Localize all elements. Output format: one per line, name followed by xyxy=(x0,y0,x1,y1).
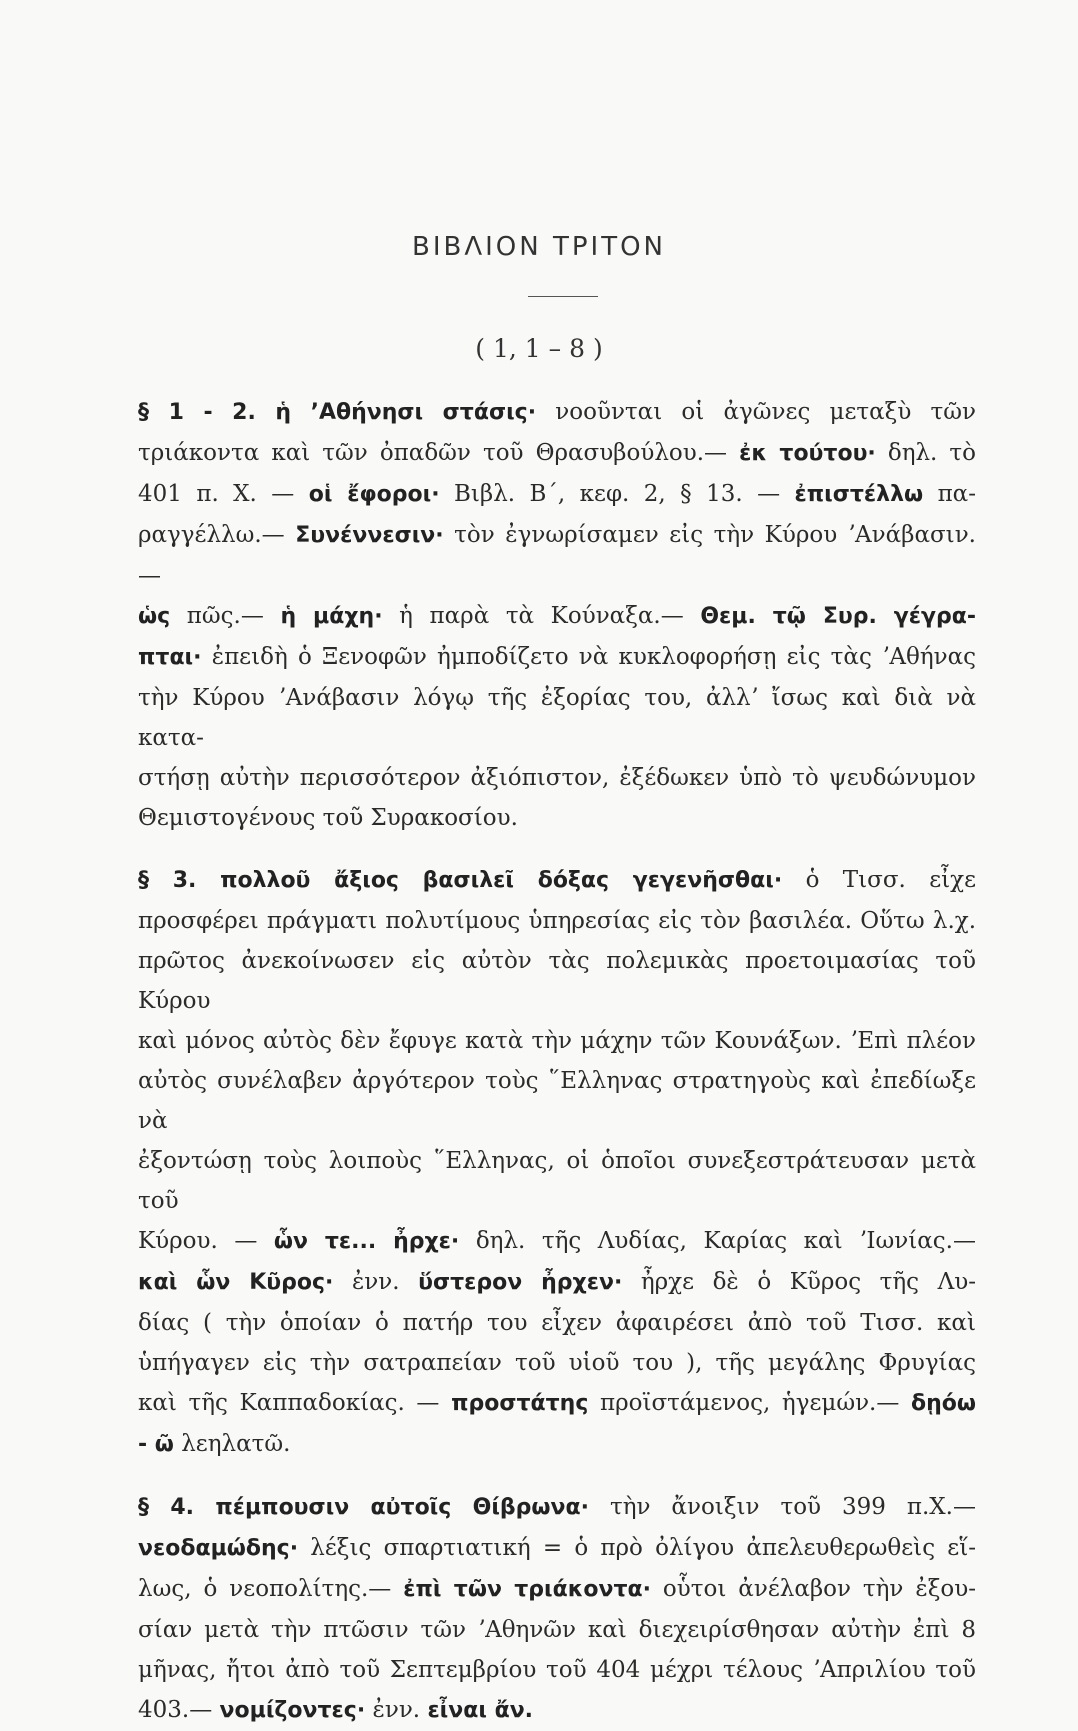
chapter-range: ( 1, 1 – 8 ) xyxy=(475,334,603,363)
text-line xyxy=(138,474,976,515)
gloss: ἐξοντώσῃ τοὺς λοιποὺς ῞Ελληνας, οἱ ὁποῖοι συνεξεστράτευσαν μετὰ τοῦ xyxy=(138,1148,976,1214)
text-line xyxy=(138,678,976,758)
lemma: - ῶ xyxy=(138,1432,174,1457)
gloss: λως, ὁ νεοπολίτης.— xyxy=(138,1576,404,1602)
lemma: προστάτης xyxy=(451,1391,589,1416)
commentary-paragraph xyxy=(138,1487,976,1731)
gloss: ἐνν. xyxy=(333,1269,419,1295)
gloss: πῶς.— xyxy=(170,603,281,629)
gloss: καὶ τῆς Καππαδοκίας. — xyxy=(138,1390,452,1416)
text-line xyxy=(138,860,976,901)
gloss: δίας ( τὴν ὁποίαν ὁ πατήρ του εἶχεν ἀφαιρέσει ἀπὸ τοῦ Τισσ. καὶ xyxy=(138,1310,976,1336)
text-line xyxy=(138,1343,976,1383)
gloss: Θεμιστογένους τοῦ Συρακοσίου. xyxy=(138,805,518,831)
text-line xyxy=(138,433,976,474)
gloss: τριάκοντα καὶ τῶν ὀπαδῶν τοῦ Θρασυβούλου.— xyxy=(138,440,740,466)
commentary-text xyxy=(138,392,976,1731)
lemma: πται· xyxy=(138,645,202,670)
lemma: εἶναι ἄν. xyxy=(427,1698,534,1723)
lemma: καὶ ὧν Κῦρος· xyxy=(138,1270,334,1295)
text-line xyxy=(138,1528,976,1569)
lemma: Συνέννεσιν· xyxy=(295,523,444,548)
gloss: πρῶτος ἀνεκοίνωσεν εἰς αὐτὸν τὰς πολεμικὰς προετοιμασίας τοῦ Κύρου xyxy=(138,948,976,1014)
text-line xyxy=(138,1690,976,1731)
text-line xyxy=(138,392,976,433)
lemma: οἱ ἔφοροι· xyxy=(308,482,440,507)
gloss: καὶ μόνος αὐτὸς δὲν ἔφυγε κατὰ τὴν μάχην τῶν Κουνάξων. ʼΕπὶ πλέον xyxy=(138,1028,976,1054)
gloss: ραγγέλλω.— xyxy=(138,522,296,548)
gloss: Κύρου. — xyxy=(138,1228,274,1254)
gloss: τὸν ἐγνωρίσαμεν εἰς τὴν Κύρου ʼΑνάβασιν.— xyxy=(138,522,976,589)
text-line xyxy=(138,1610,976,1650)
title-divider xyxy=(528,296,598,297)
text-line xyxy=(138,1221,976,1262)
gloss: ὁ Τισσ. εἶχε xyxy=(782,867,976,893)
text-line xyxy=(138,637,976,678)
gloss: ἐνν. xyxy=(365,1697,428,1723)
gloss: οὗτοι ἀνέλαβον τὴν ἐξου- xyxy=(650,1576,976,1602)
gloss: προϊστάμενος, ἡγεμών.— xyxy=(588,1390,911,1416)
text-line xyxy=(138,941,976,1021)
page-title: ΒΙΒΛΙΟΝ ΤΡΙΤΟΝ xyxy=(412,232,666,262)
lemma: δῃόω xyxy=(910,1391,976,1416)
text-line xyxy=(138,1021,976,1061)
gloss: 401 π. Χ. — xyxy=(138,481,309,507)
gloss: τὴν ἄνοιξιν τοῦ 399 π.Χ.— xyxy=(588,1494,976,1520)
commentary-paragraph xyxy=(138,392,976,838)
gloss: πα- xyxy=(923,481,976,507)
gloss: σίαν μετὰ τὴν πτῶσιν τῶν ʼΑθηνῶν καὶ διεχειρίσθησαν αὐτὴν ἐπὶ 8 xyxy=(138,1617,976,1643)
lemma: Θεμ. τῷ Συρ. γέγρα- xyxy=(700,604,976,629)
text-line xyxy=(138,515,976,596)
text-line xyxy=(138,1061,976,1141)
text-line xyxy=(138,1424,976,1465)
gloss: νοοῦνται οἱ ἀγῶνες μεταξὺ τῶν xyxy=(536,399,976,425)
lemma: νεοδαμώδης· xyxy=(138,1536,299,1561)
lemma: ἡ μάχη· xyxy=(280,604,383,629)
lemma: § 4. πέμπουσιν αὐτοῖς Θίβρωνα· xyxy=(138,1495,589,1520)
lemma: § 1 - 2. ἡ ʼΑθήνησι στάσις· xyxy=(138,400,537,425)
text-line xyxy=(138,596,976,637)
text-line xyxy=(138,1569,976,1610)
lemma: ὡς xyxy=(138,604,171,629)
gloss: αὐτὸς συνέλαβεν ἀργότερον τοὺς ῞Ελληνας στρατηγοὺς καὶ ἐπεδίωξε νὰ xyxy=(138,1068,976,1134)
gloss: ἐπειδὴ ὁ Ξενοφῶν ἠμποδίζετο νὰ κυκλοφορήσῃ εἰς τὰς ʼΑθήνας xyxy=(201,644,976,670)
lemma: ὕστερον ἦρχεν· xyxy=(418,1270,623,1295)
gloss: ἦρχε δὲ ὁ Κῦρος τῆς Λυ- xyxy=(622,1269,976,1295)
gloss: λεηλατῶ. xyxy=(173,1431,291,1457)
gloss: δηλ. τῆς Λυδίας, Καρίας καὶ ʼΙωνίας.— xyxy=(459,1228,976,1254)
lemma: ἐκ τούτου· xyxy=(739,441,876,466)
gloss: μῆνας, ἤτοι ἀπὸ τοῦ Σεπτεμβρίου τοῦ 404 μέχρι τέλους ʼΑπριλίου τοῦ xyxy=(138,1657,976,1683)
gloss: λέξις σπαρτιατική = ὁ πρὸ ὀλίγου ἀπελευθερωθεὶς εἵ- xyxy=(298,1535,976,1561)
gloss: Βιβλ. Β΄, κεφ. 2, § 13. — xyxy=(439,481,795,507)
lemma: νομίζοντες· xyxy=(219,1698,366,1723)
text-line xyxy=(138,758,976,798)
gloss: δηλ. τὸ xyxy=(875,440,976,466)
lemma: ἐπιστέλλω xyxy=(794,482,924,507)
text-line xyxy=(138,1262,976,1303)
lemma: ἐπὶ τῶν τριάκοντα· xyxy=(403,1577,651,1602)
gloss: 403.— xyxy=(138,1697,220,1723)
text-line xyxy=(138,1650,976,1690)
lemma: ὧν τε... ἦρχε· xyxy=(273,1229,460,1254)
text-line xyxy=(138,1383,976,1424)
text-line xyxy=(138,1303,976,1343)
gloss: ὑπήγαγεν εἰς τὴν σατραπείαν τοῦ υἱοῦ του ), τῆς μεγάλης Φρυγίας xyxy=(138,1350,976,1376)
gloss: προσφέρει πράγματι πολυτίμους ὑπηρεσίας εἰς τὸν βασιλέα. Οὕτω λ.χ. xyxy=(138,908,976,934)
gloss: ἡ παρὰ τὰ Κούναξα.— xyxy=(382,603,701,629)
text-line xyxy=(138,1141,976,1221)
gloss: στήσῃ αὐτὴν περισσότερον ἀξιόπιστον, ἐξέδωκεν ὑπὸ τὸ ψευδώνυμον xyxy=(138,765,976,791)
gloss: τὴν Κύρου ʼΑνάβασιν λόγῳ τῆς ἐξορίας του, ἀλλʼ ἴσως καὶ διὰ νὰ κατα- xyxy=(138,685,976,751)
text-line xyxy=(138,798,976,838)
commentary-paragraph xyxy=(138,860,976,1465)
text-line xyxy=(138,1487,976,1528)
lemma: § 3. πολλοῦ ἄξιος βασιλεῖ δόξας γεγενῆσθαι· xyxy=(138,868,783,893)
text-line xyxy=(138,901,976,941)
